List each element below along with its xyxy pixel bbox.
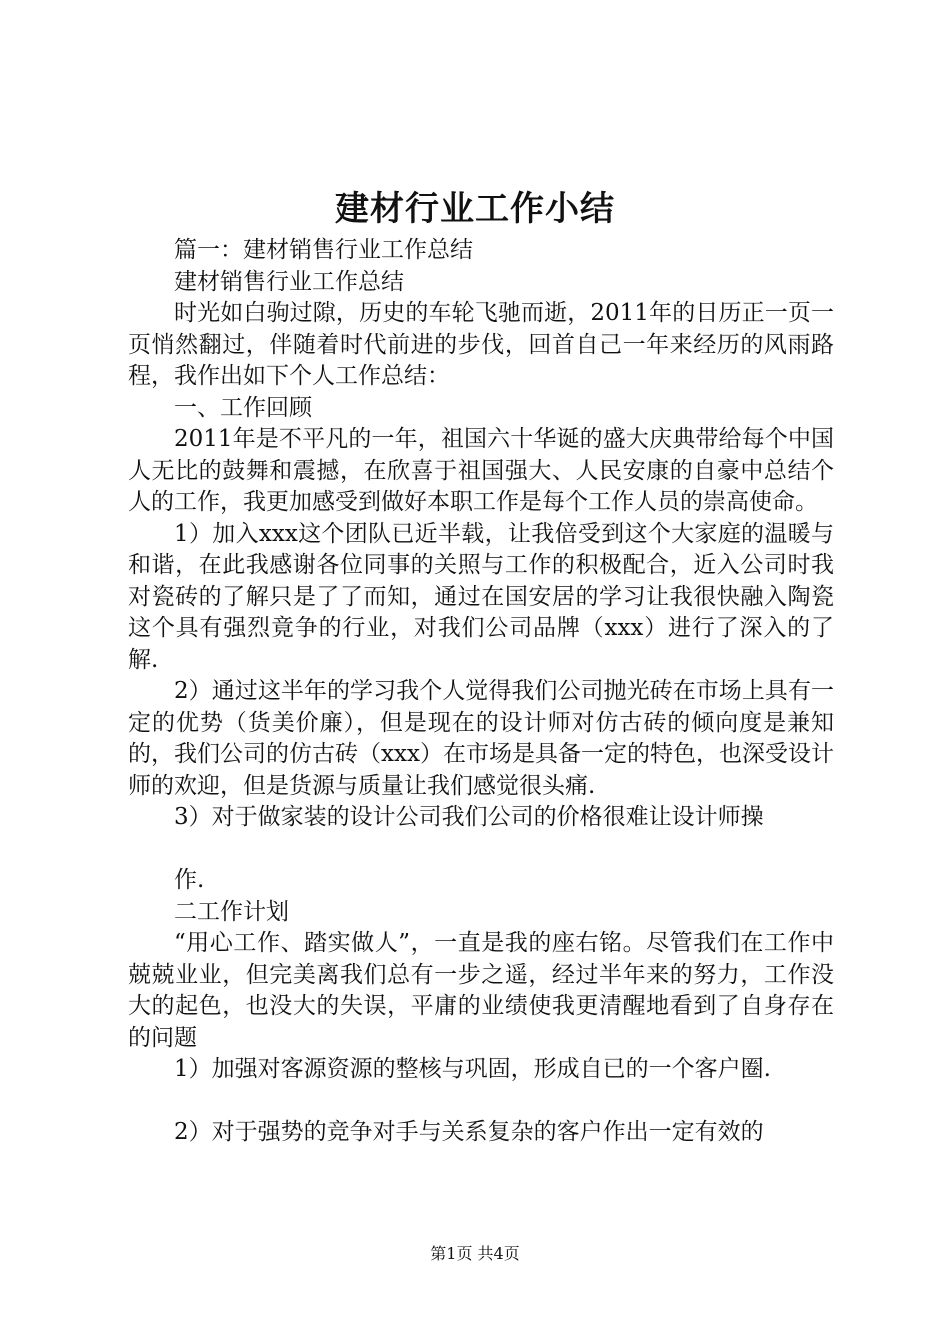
document-title: 建材行业工作小结 (335, 189, 615, 229)
list-item: 2）通过这半年的学习我个人觉得我们公司抛光砖在市场上具有一定的优势（货美价廉），但是现在的设计师对仿古砖的倾向度是兼知的，我们公司的仿古砖（xxx）在市场是具备一定的特色，也深受设计师的欢迎，但是货源与质量让我们感觉很头痛. (128, 678, 834, 799)
section-heading: 篇一：建材销售行业工作总结 (174, 237, 473, 263)
paragraph: “用心工作、踏实做人”，一直是我的座右铭。尽管我们在工作中兢兢业业，但完美离我们总有一步之遥，经过半年来的努力，工作没大的起色，也没大的失误，平庸的业绩使我更清醒地看到了自身存在的问题 (128, 930, 834, 1051)
section-heading: 二工作计划 (174, 898, 289, 925)
paragraph: 2011年是不平凡的一年，祖国六十华诞的盛大庆典带给每个中国人无比的鼓舞和震撼，在欣喜于祖国强大、人民安康的自豪中总结个人的工作，我更加感受到做好本职工作是每个工作人员的崇高使命。 (128, 426, 834, 515)
document-body (128, 235, 834, 1149)
paragraph: 时光如白驹过隙，历史的车轮飞驰而逝，2011年的日历正一页一页悄然翻过，伴随着时代前进的步伐，回首自己一年来经历的风雨路程，我作出如下个人工作总结： (128, 300, 834, 389)
page-footer: 第1页 共4页 (430, 1244, 520, 1263)
paragraph-continuation: 作. (174, 867, 205, 893)
list-item: 2）对于强势的竞争对手与关系复杂的客户作出一定有效的 (174, 1119, 764, 1145)
section-subtitle: 建材销售行业工作总结 (174, 268, 404, 295)
list-item: 3）对于做家装的设计公司我们公司的价格很难让设计师操 (174, 804, 764, 830)
section-heading: 一、工作回顾 (174, 394, 312, 421)
list-item: 1）加强对客源资源的整核与巩固，形成自已的一个客户圈. (174, 1056, 771, 1082)
list-item: 1）加入xxx这个团队已近半载，让我倍受到这个大家庭的温暖与和谐，在此我感谢各位同事的关照与工作的积极配合，近入公司时我对瓷砖的了解只是了了而知，通过在国安居的学习让我很快融入陶瓷这个具有强烈竟争的行业，对我们公司品牌（xxx）进行了深入的了解. (128, 520, 834, 673)
